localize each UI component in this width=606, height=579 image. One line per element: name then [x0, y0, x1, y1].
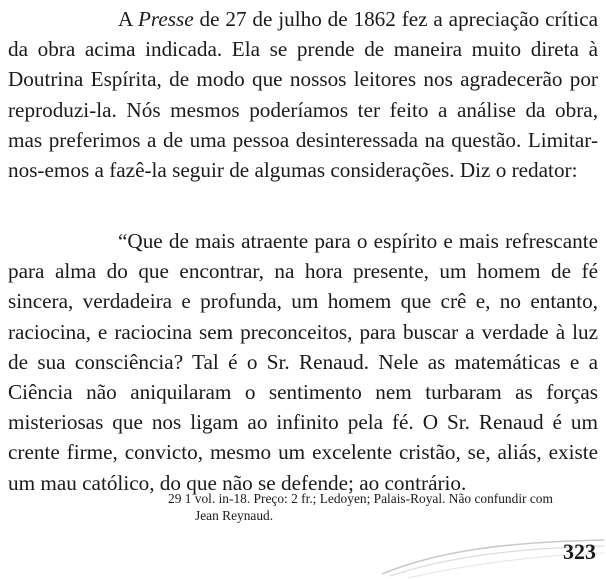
footnote-line-1: 29 1 vol. in-18. Preço: 2 fr.; Ledoyen; Palais-Royal. Não confundir com [168, 491, 553, 506]
footnote [168, 490, 598, 524]
paragraph-intro [8, 4, 598, 185]
paragraph-quote: “Que de mais atraente para o espírito e mais refrescante para alma do que encontrar, na hora presente, um homem de fé sincera, verdadeira e profunda, um homem que crê e, no entanto, raciocina, e raciocina sem preconceitos, para buscar a verdade à luz de sua consciência? Tal é o Sr. Renaud. Nele as matemáticas e a Ciência não aniquilaram o sentimento nem turbaram as forças misteriosas que nos ligam ao infinito pela fé. O Sr. Renaud é um crente firme, convicto, mesmo um excelente cristão, se, aliás, existe um mau católico, do que não se defende; ao contrário. [8, 229, 598, 495]
paragraph-intro-start: A [118, 7, 138, 31]
paragraph-intro-body: de 27 de julho de 1862 fez a apreciação crítica da obra acima indicada. Ela se prende de maneira muito direta à Doutrina Espírita, de modo que nossos leitores nos agradecerão por reproduzi-la. Nós mesmos poderíamos ter feito a análise da obra, mas preferimos a de uma pessoa desinteressada na questão. Limitar-nos-emos a fazê-la seguir de algumas considerações. Diz o redator: [8, 7, 598, 183]
footnote-line-2: Jean Reynaud. [195, 508, 274, 523]
page-number: 323 [563, 539, 596, 564]
newspaper-title: Presse [137, 7, 194, 31]
